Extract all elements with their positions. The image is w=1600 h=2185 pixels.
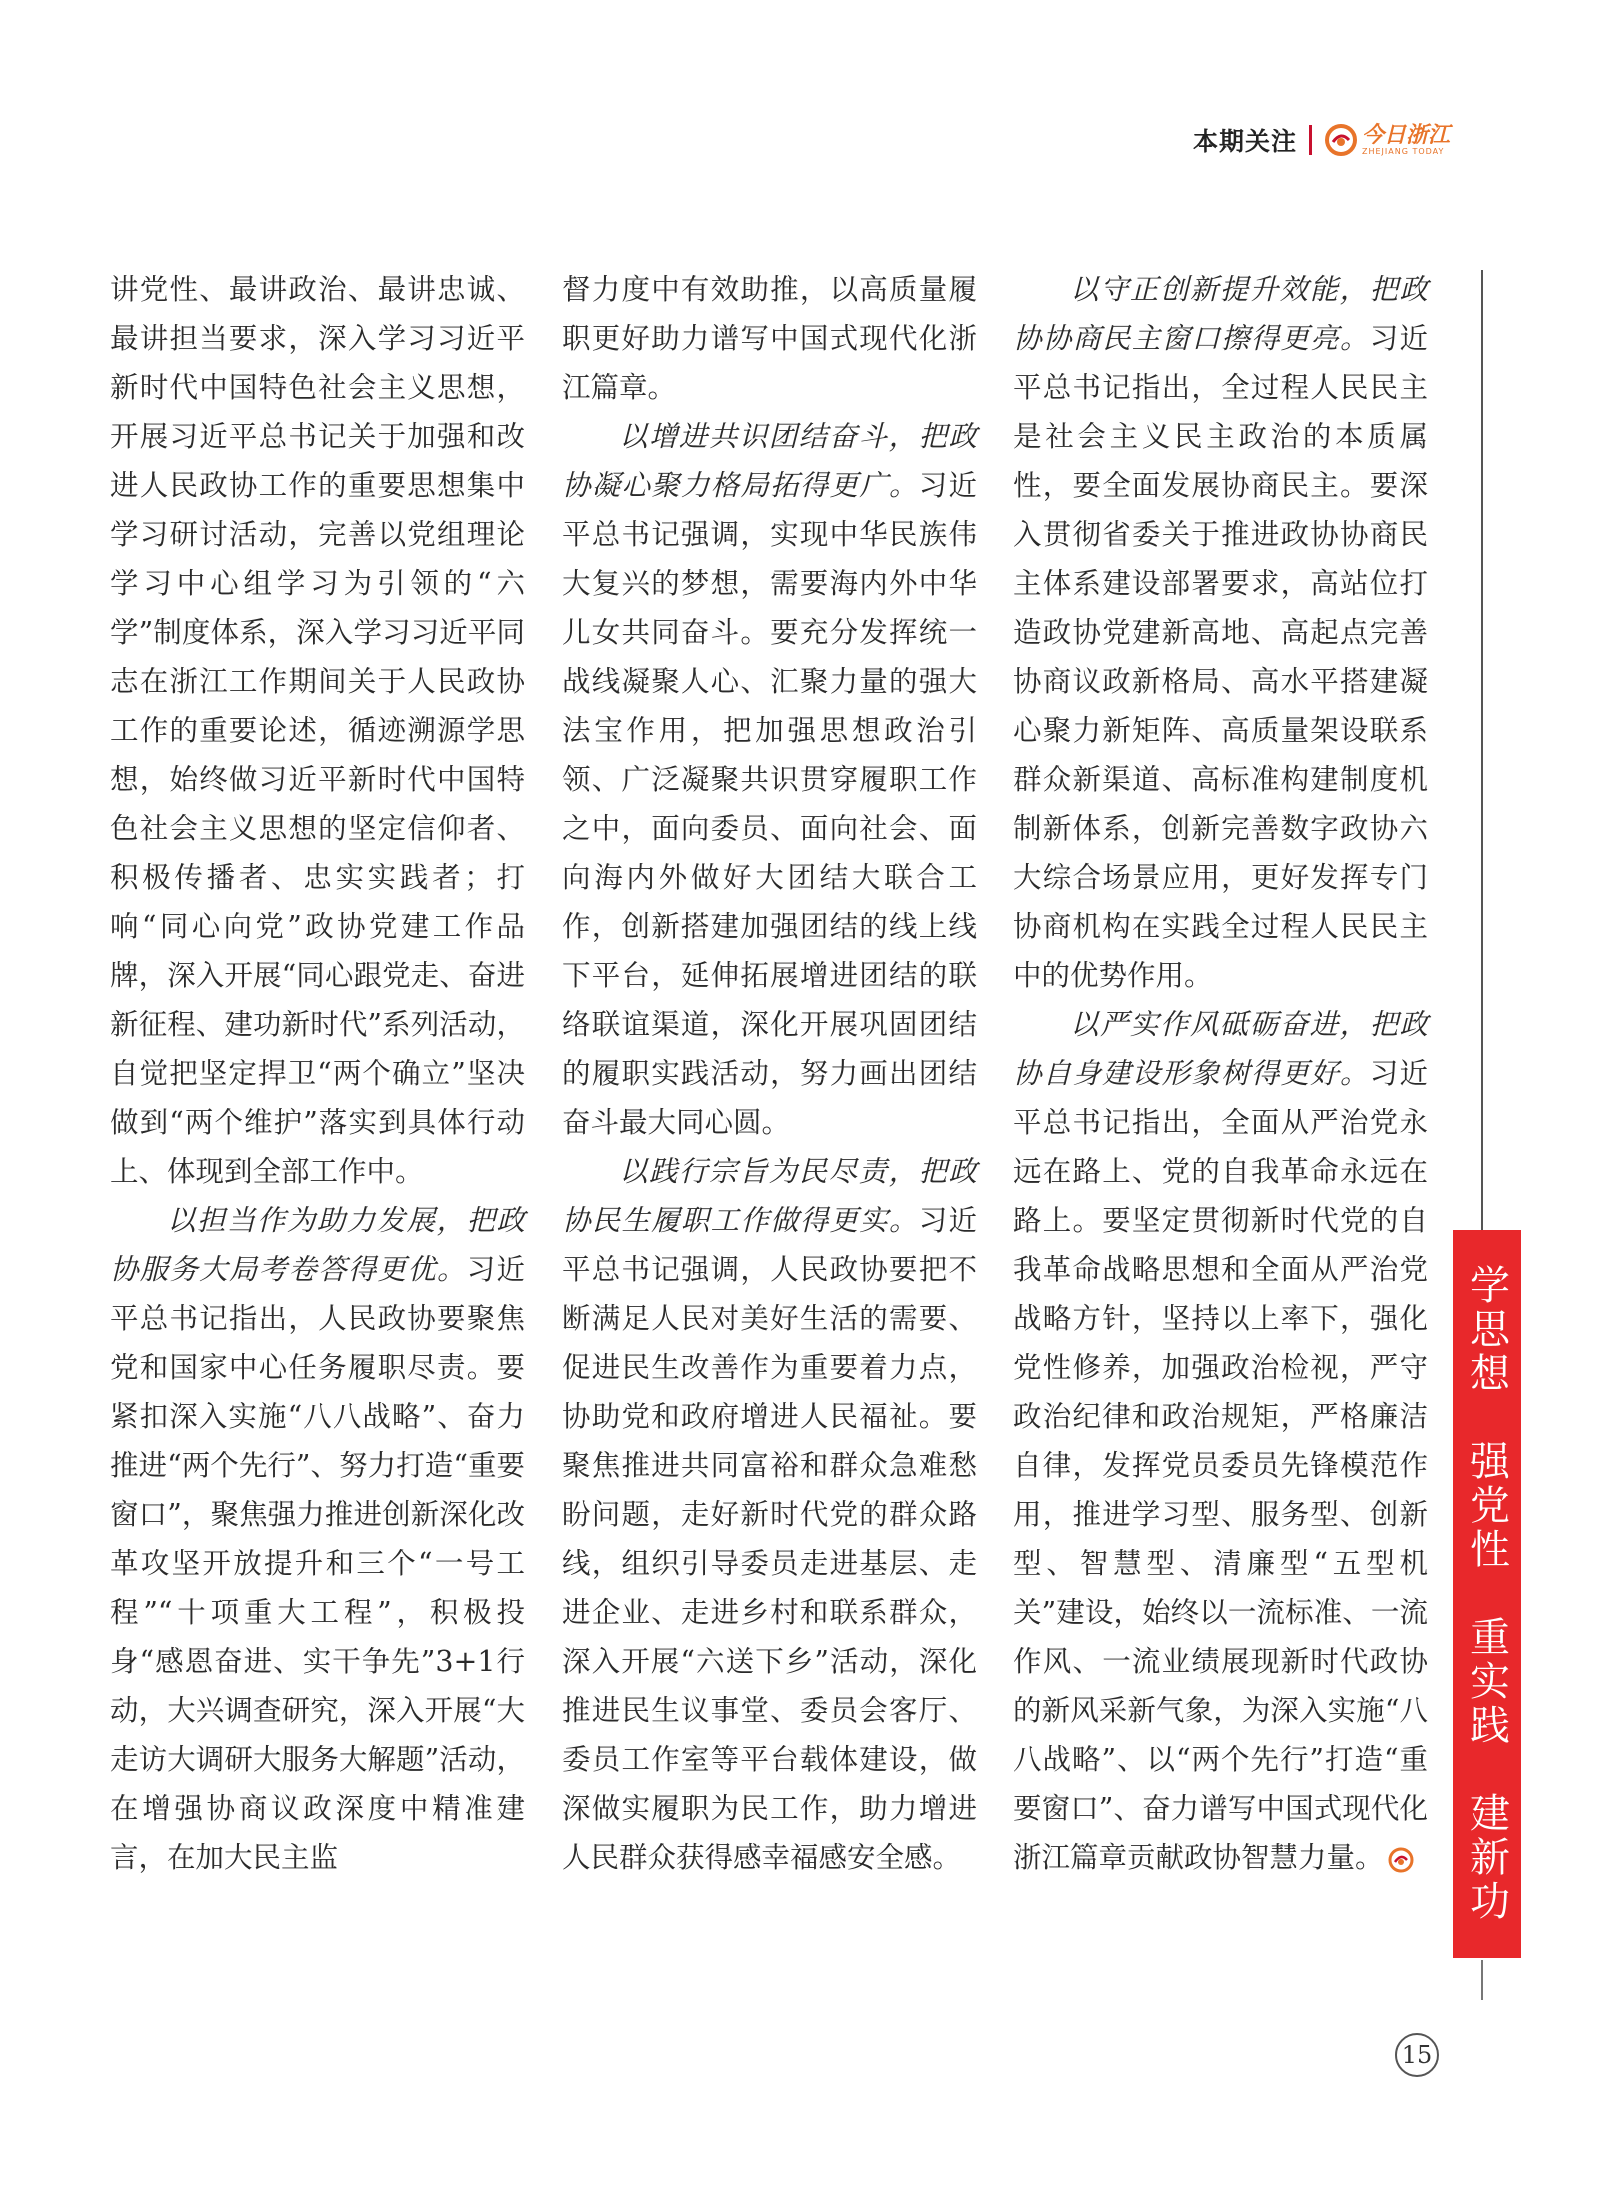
paragraph (562, 265, 977, 412)
section-label: 本期关注 (1192, 127, 1297, 156)
text-column-2 (562, 265, 977, 1882)
paragraph-lead: 以守正创新提升效能，把政协协商民主窗口擦得更亮。 (1013, 273, 1428, 355)
paragraph (1013, 265, 1428, 1000)
paragraph (110, 265, 525, 1196)
slogan-sidebar (1453, 1230, 1521, 1958)
paragraph-text: 习近平总书记强调，人民政协要把不断满足人民对美好生活的需要、促进民生改善作为重要着力点，协助党和政府增进人民福祉。要聚焦推进共同富裕和群众急难愁盼问题，走好新时代党的群众路线，组织引导委员走进基层、走进企业、走进乡村和联系群众，深入开展“六送下乡”活动，深化推进民生议事堂、委员会客厅、委员工作室等平台载体建设，做深做实履职为民工作，助力增进人民群众获得感幸福感安全感。 (562, 1204, 977, 1874)
paragraph (562, 1147, 977, 1882)
header-divider (1309, 125, 1312, 155)
paragraph-text: 讲党性、最讲政治、最讲忠诚、最讲担当要求，深入学习习近平新时代中国特色社会主义思想，开展习近平总书记关于加强和改进人民政协工作的重要思想集中学习研讨活动，完善以党组理论学习中心组学习为引领的“六学”制度体系，深入学习习近平同志在浙江工作期间关于人民政协工作的重要论述，循迹溯源学思想，始终做习近平新时代中国特色社会主义思想的坚定信仰者、积极传播者、忠实实践者；打响“同心向党”政协党建工作品牌，深入开展“同心跟党走、奋进新征程、建功新时代”系列活动，自觉把坚定捍卫“两个确立”坚决做到“两个维护”落实到具体行动上、体现到全部工作中。 (110, 273, 525, 1188)
logo-swirl-icon (1324, 123, 1358, 157)
page-number: 15 (1395, 2033, 1439, 2077)
paragraph-lead: 以践行宗旨为民尽责，把政协民生履职工作做得更实。 (562, 1155, 977, 1237)
margin-rule-bottom (1481, 1960, 1483, 2000)
margin-rule-top (1481, 270, 1483, 1230)
paragraph (1013, 1000, 1428, 1882)
paragraph-text: 习近平总书记强调，实现中华民族伟大复兴的梦想，需要海内外中华儿女共同奋斗。要充分发挥统一战线凝聚人心、汇聚力量的强大法宝作用，把加强思想政治引领、广泛凝聚共识贯穿履职工作之中，面向委员、面向社会、面向海内外做好大团结大联合工作，创新搭建加强团结的线上线下平台，延伸拓展增进团结的联络联谊渠道，深化开展巩固团结的履职实践活动，努力画出团结奋斗最大同心圆。 (562, 469, 977, 1139)
paragraph-lead: 以担当作为助力发展，把政协服务大局考卷答得更优。 (110, 1204, 525, 1286)
text-column-3 (1013, 265, 1428, 1882)
paragraph-text: 习近平总书记指出，全面从严治党永远在路上、党的自我革命永远在路上。要坚定贯彻新时代党的自我革命战略思想和全面从严治党战略方针，坚持以上率下，强化党性修养，加强政治检视，严守政治纪律和政治规矩，严格廉洁自律，发挥党员委员先锋模范作用，推进学习型、服务型、创新型、智慧型、清廉型“五型机关”建设，始终以一流标准、一流作风、一流业绩展现新时代政协的新风采新气象，为深入实施“八八战略”、以“两个先行”打造“重要窗口”、奋力谱写中国式现代化浙江篇章贡献政协智慧力量。 (1013, 1057, 1428, 1874)
paragraph-text: 习近平总书记指出，全过程人民民主是社会主义民主政治的本质属性，要全面发展协商民主。要深入贯彻省委关于推进政协协商民主体系建设部署要求，高站位打造政协党建新高地、高起点完善协商议政新格局、高水平搭建凝心聚力新矩阵、高质量架设联系群众新渠道、高标准构建制度机制新体系，创新完善数字政协六大综合场景应用，更好发挥专门协商机构在实践全过程人民民主中的优势作用。 (1013, 322, 1428, 992)
magazine-logo (1324, 123, 1450, 157)
paragraph-lead: 以增进共识团结奋斗，把政协凝心聚力格局拓得更广。 (562, 420, 977, 502)
article-end-icon (1388, 1847, 1414, 1873)
paragraph-text: 督力度中有效助推，以高质量履职更好助力谱写中国式现代化浙江篇章。 (562, 273, 977, 404)
paragraph-lead: 以严实作风砥砺奋进，把政协自身建设形象树得更好。 (1013, 1008, 1428, 1090)
paragraph-text: 习近平总书记指出，人民政协要聚焦党和国家中心任务履职尽责。要紧扣深入实施“八八战略”、奋力推进“两个先行”、努力打造“重要窗口”，聚焦强力推进创新深化改革攻坚开放提升和三个“一号工程”“十项重大工程”，积极投身“感恩奋进、实干争先”3+1行动，大兴调查研究，深入开展“大走访大调研大服务大解题”活动，在增强协商议政深度中精准建言，在加大民主监 (110, 1253, 525, 1874)
paragraph (110, 1196, 525, 1882)
logo-english-name: ZHEJIANG TODAY (1361, 147, 1445, 156)
paragraph (562, 412, 977, 1147)
page-header (1193, 118, 1450, 162)
text-column-1 (110, 265, 525, 1882)
slogan-text: 学思想 强党性 重实践 建新功 (1463, 1264, 1510, 1924)
logo-chinese-name: 今日浙江 (1361, 122, 1450, 148)
